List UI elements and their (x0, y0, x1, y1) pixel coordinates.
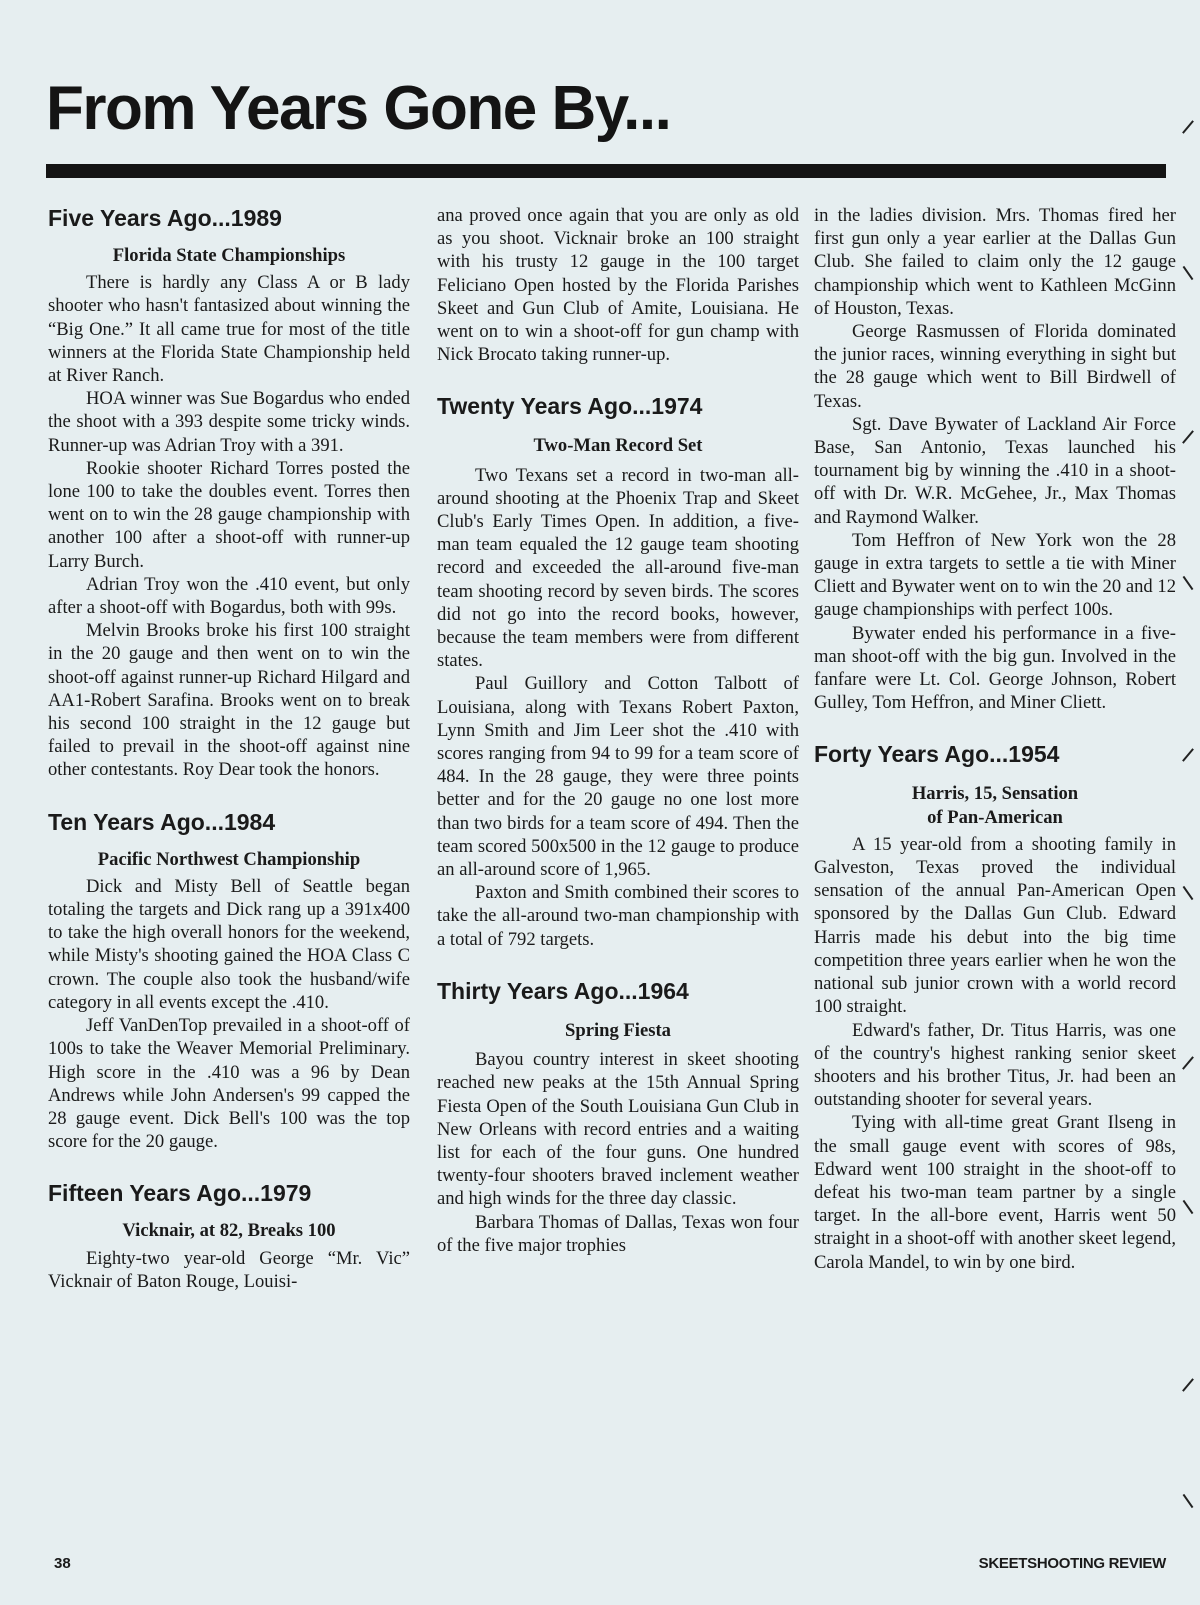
paragraph: Adrian Troy won the .410 event, but only after a shoot-off with Bogardus, both with 99s. (48, 573, 410, 619)
paragraph: HOA winner was Sue Bogardus who ended the shoot with a 393 despite some tricky winds. Runner-up was Adrian Troy with a 391. (48, 388, 410, 456)
paragraph: Paul Guillory and Cotton Talbott of Louisiana, along with Texans Robert Paxton, Lynn Smith and Jim Leer shot the .410 with scores ranging from 94 to 99 for a team score of 484. In the 28 gauge, they were three points better and for the 20 gauge no one lost more than two birds for a team score of 494. Then the team scored 500x500 in the 12 gauge to produce an all-around score of 1,965. (437, 673, 799, 881)
section-subheading: Two-Man Record Set (533, 435, 703, 457)
paragraph: Paxton and Smith combined their scores to take the all-around two-man championship with a total of 792 targets. (437, 882, 799, 950)
edge-mark (1182, 120, 1194, 134)
paragraph: Rookie shooter Richard Torres posted the lone 100 to take the doubles event. Torres then went on to win the 28 gauge championship with another 100 after a shoot-off with runner-up Larry Burch. (48, 457, 410, 572)
paragraph: Two Texans set a record in two-man all-around shooting at the Phoenix Trap and Skeet Club's Early Times Open. In addition, a five-man team equaled the 12 gauge team shooting record and exceeded the all-around five-man team shooting record by seven birds. The scores did not go into the record books, however, because the team members were from different states. (437, 464, 799, 672)
edge-mark (1182, 748, 1194, 762)
section-subheading: of Pan-American (927, 806, 1063, 828)
edge-mark (1182, 1378, 1194, 1392)
paragraph: Tom Heffron of New York won the 28 gauge in extra targets to settle a tie with Miner Cliett and Bywater went on to win the 20 and 12 gauge championships with perfect 100s. (814, 529, 1176, 621)
column-1 (48, 204, 410, 1293)
section-subheading: Spring Fiesta (565, 1019, 671, 1041)
section-subheading: Florida State Championships (112, 245, 346, 266)
section-subheading: Vicknair, at 82, Breaks 100 (122, 1220, 336, 1242)
paragraph: Eighty-two year-old George “Mr. Vic” Vicknair of Baton Rouge, Louisi- (48, 1247, 410, 1292)
paragraph: Edward's father, Dr. Titus Harris, was one of the country's highest ranking senior skeet shooters and his brother Titus, Jr. had been an outstanding shooter for several years. (814, 1019, 1176, 1111)
edge-mark (1183, 1200, 1194, 1214)
paragraph: There is hardly any Class A or B lady shooter who hasn't fantasized about winning the “Big One.” It all came true for most of the title winners at the Florida State Championship held at River Ranch. (48, 272, 410, 387)
edge-mark (1183, 266, 1194, 280)
paragraph: Bayou country interest in skeet shooting reached new peaks at the 15th Annual Spring Fiesta Open of the South Louisiana Gun Club in New Orleans with record entries and a waiting list for each of the four guns. One hundred twenty-four shooters braved inclement weather and high winds for the three day classic. (437, 1049, 799, 1210)
section-heading: Ten Years Ago...1984 (48, 808, 276, 835)
section-subheading: Pacific Northwest Championship (97, 848, 361, 870)
paragraph: A 15 year-old from a shooting family in Galveston, Texas proved the individual sensation of the annual Pan-American Open sponsored by the Dallas Gun Club. Edward Harris made his debut into the big time competition three years earlier when he won the national sub junior crown with a world record 100 straight. (814, 833, 1176, 1018)
paragraph: Melvin Brooks broke his first 100 straight in the 20 gauge and then went on to win the shoot-off against runner-up Richard Hilgard and AA1-Robert Sarafina. Brooks went on to break his second 100 straight in the 12 gauge but failed to prevail in the shoot-off against nine other contestants. Roy Dear took the honors. (48, 620, 410, 781)
paragraph-continued: ana proved once again that you are only as old as you shoot. Vicknair broke an 100 straight with his trusty 12 gauge in the 100 target Feliciano Open hosted by the Florida Parishes Skeet and Gun Club of Amite, Louisiana. He went on to win a shoot-off for gun champ with Nick Brocato taking runner-up. (437, 205, 799, 366)
paragraph: Tying with all-time great Grant Ilseng in the small gauge event with scores of 98s, Edward went 100 straight in the shoot-off to defeat his two-man team partner by a single target. In the all-bore event, Harris went 50 straight in a shoot-off with another skeet legend, Carola Mandel, to win by one bird. (814, 1112, 1176, 1273)
paragraph: Barbara Thomas of Dallas, Texas won four of the five major trophies (437, 1211, 799, 1256)
paragraph-continued: in the ladies division. Mrs. Thomas fired her first gun only a year earlier at the Dallas Gun Club. She failed to claim only the 12 gauge championship which went to Kathleen McGinn of Houston, Texas. (814, 205, 1176, 319)
edge-mark (1183, 886, 1194, 900)
edge-mark (1183, 1494, 1194, 1508)
paragraph: Dick and Misty Bell of Seattle began totaling the targets and Dick rang up a 391x400 to take the high overall honors for the weekend, while Misty's shooting gained the HOA Class C crown. The couple also took the husband/wife category in all events except the .410. (48, 875, 410, 1013)
section-heading: Five Years Ago...1989 (48, 205, 282, 231)
page-title: From Years Gone By... (46, 74, 671, 143)
edge-mark (1182, 430, 1194, 444)
section-heading: Fifteen Years Ago...1979 (48, 1180, 312, 1207)
publication-name: SKEETSHOOTING REVIEW (978, 1555, 1166, 1572)
paragraph: Jeff VanDenTop prevailed in a shoot-off of 100s to take the Weaver Memorial Preliminary. High score in the .410 was a 96 by Dean Andrews while John Andersen's 99 capped the 28 gauge event. Dick Bell's 100 was the top score for the 20 gauge. (48, 1015, 410, 1153)
section-heading: Twenty Years Ago...1974 (437, 393, 703, 420)
column-3 (814, 204, 1176, 1274)
paragraph: Sgt. Dave Bywater of Lackland Air Force Base, San Antonio, Texas launched his tournament big by winning the .410 in a shoot-off with Dr. W.R. McGehee, Jr., Max Thomas and Raymond Walker. (814, 413, 1176, 528)
paragraph: George Rasmussen of Florida dominated the junior races, winning everything in sight but the 28 gauge which went to Bill Birdwell of Texas. (814, 321, 1176, 412)
section-heading: Forty Years Ago...1954 (814, 741, 1060, 768)
page-number: 38 (54, 1555, 71, 1572)
title-rule (46, 164, 1166, 178)
edge-mark (1183, 576, 1194, 590)
column-2 (437, 204, 799, 1257)
section-heading: Thirty Years Ago...1964 (437, 977, 689, 1004)
section-subheading: Harris, 15, Sensation (911, 783, 1079, 805)
paragraph: Bywater ended his performance in a five-man shoot-off with the big gun. Involved in the fanfare were Lt. Col. George Johnson, Robert Gulley, Tom Heffron, and Miner Cliett. (814, 622, 1176, 714)
edge-mark (1182, 1056, 1194, 1070)
